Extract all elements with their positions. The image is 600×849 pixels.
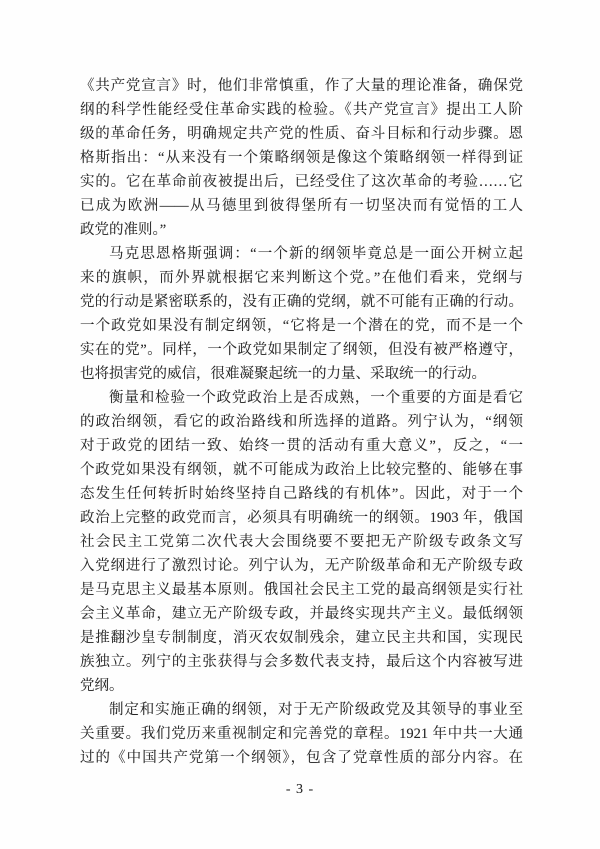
text-line: 《共产党宣言》时，他们非常慎重，作了大量的理论准备，确保党 bbox=[80, 78, 523, 94]
text-line: 会主义革命，建立无产阶级专政，并最终实现共产主义。最低纲领 bbox=[80, 606, 523, 622]
text-line: 制定和实施正确的纲领，对于无产阶级政党及其领导的事业至 bbox=[109, 702, 523, 718]
text-line: 来的旗帜，而外界就根据它来判断这个党。”在他们看来，党纲与 bbox=[80, 270, 523, 286]
paragraph bbox=[80, 698, 523, 770]
paragraph bbox=[80, 242, 523, 386]
text-line: 族独立。列宁的主张获得与会多数代表支持，最后这个内容被写进 bbox=[80, 654, 523, 670]
text-line: 是马克思主义最基本原则。俄国社会民主工党的最高纲领是实行社 bbox=[80, 582, 523, 598]
text-line: 社会民主工党第二次代表大会围绕要不要把无产阶级专政条文写 bbox=[80, 534, 523, 550]
text-line: 政党的准则。” bbox=[80, 222, 167, 238]
text-line: 党的行动是紧密联系的，没有正确的党纲，就不可能有正确的行动。 bbox=[80, 294, 523, 310]
page-number: - 3 - bbox=[285, 782, 315, 797]
paragraph bbox=[80, 74, 523, 242]
text-line: 对于政党的团结一致、始终一贯的活动有重大意义”，反之，“一 bbox=[80, 438, 523, 454]
text-line: 衡量和检验一个政党政治上是否成熟，一个重要的方面是看它 bbox=[109, 390, 523, 406]
text-line: 实的。它在革命前夜被提出后，已经受住了这次革命的考验……它 bbox=[80, 174, 523, 190]
text-line: 的政治纲领，看它的政治路线和所选择的道路。列宁认为，“纲领 bbox=[80, 414, 523, 430]
text-line: 态发生任何转折时始终坚持自己路线的有机体”。因此，对于一个 bbox=[80, 486, 523, 502]
text-line: 格斯指出：“从来没有一个策略纲领是像这个策略纲领一样得到证 bbox=[80, 150, 523, 166]
text-line: 已成为欧洲——从马德里到彼得堡所有一切坚决而有觉悟的工人 bbox=[80, 198, 523, 214]
text-line: 政治上完整的政党而言，必须具有明确统一的纲领。1903 年，俄国 bbox=[80, 510, 523, 526]
text-line: 纲的科学性能经受住革命实践的检验。《共产党宣言》提出工人阶 bbox=[80, 102, 523, 118]
text-line: 一个政党如果没有制定纲领，“它将是一个潜在的党，而不是一个 bbox=[80, 318, 523, 334]
text-line: 是推翻沙皇专制制度，消灭农奴制残余，建立民主共和国，实现民 bbox=[80, 630, 523, 646]
text-line: 过的《中国共产党第一个纲领》，包含了党章性质的部分内容。在 bbox=[80, 750, 523, 766]
paragraph bbox=[80, 386, 523, 698]
text-line: 党纲。 bbox=[80, 678, 124, 694]
text-line: 关重要。我们党历来重视制定和完善党的章程。1921 年中共一大通 bbox=[80, 726, 523, 742]
text-line: 入党纲进行了激烈讨论。列宁认为，无产阶级革命和无产阶级专政 bbox=[80, 558, 523, 574]
body-text bbox=[80, 74, 523, 770]
text-line: 实在的党”。同样，一个政党如果制定了纲领，但没有被严格遵守， bbox=[80, 342, 523, 358]
text-line: 也将损害党的威信，很难凝聚起统一的力量、采取统一的行动。 bbox=[80, 366, 486, 382]
text-line: 马克思恩格斯强调：“一个新的纲领毕竟总是一面公开树立起 bbox=[109, 246, 523, 262]
text-line: 级的革命任务，明确规定共产党的性质、奋斗目标和行动步骤。恩 bbox=[80, 126, 523, 142]
text-line: 个政党如果没有纲领，就不可能成为政治上比较完整的、能够在事 bbox=[80, 462, 523, 478]
